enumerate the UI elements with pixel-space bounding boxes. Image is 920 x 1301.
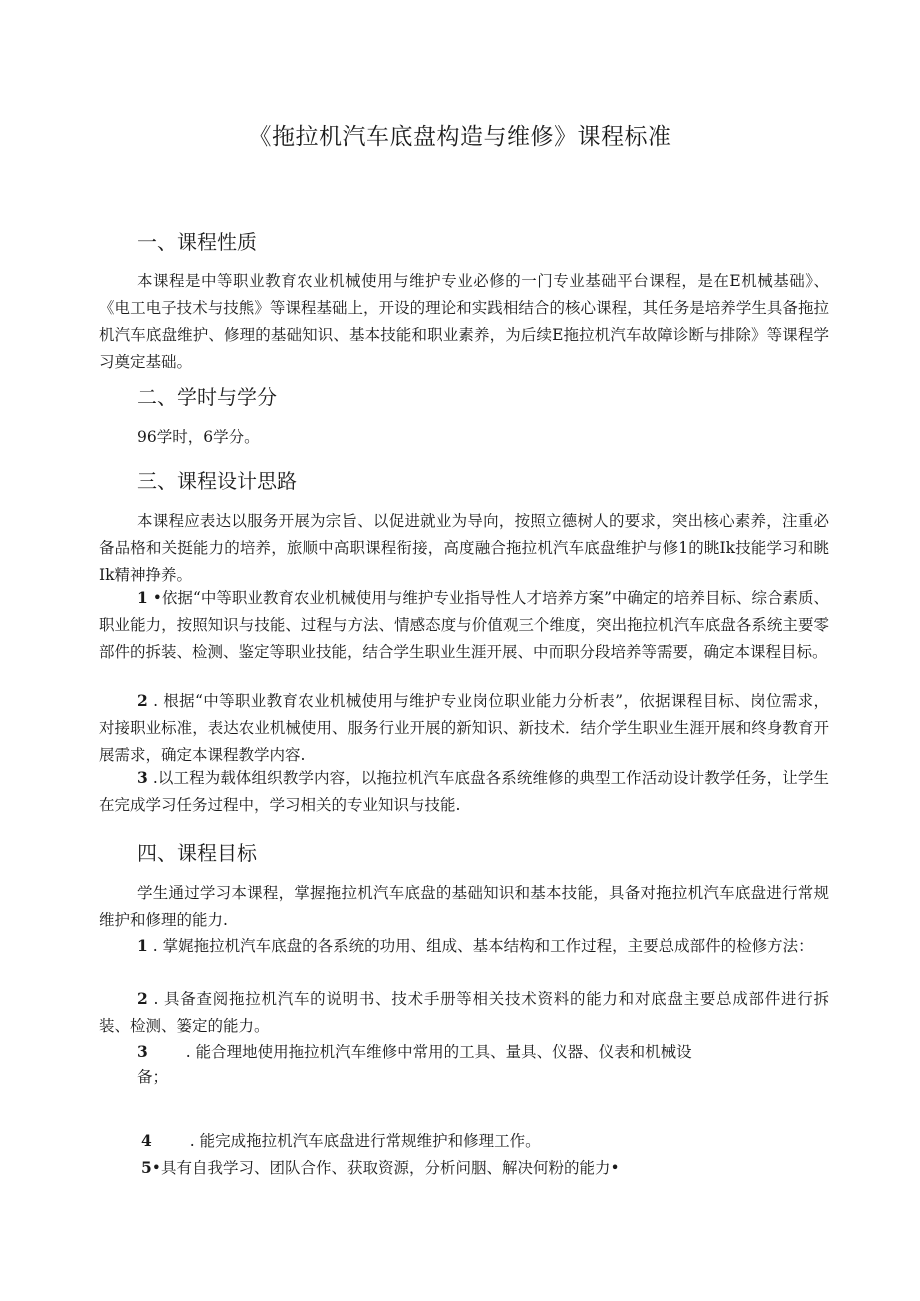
- section-heading-goals: 四、课程目标: [137, 841, 257, 865]
- paragraph-goals-intro: 学生通过学习本课程，掌握拖拉机汽车底盘的基础知识和基本技能，具备对拖拉机汽车底盘进行常规维护和修理的能力.: [99, 884, 829, 929]
- list-number: 2: [137, 989, 148, 1008]
- list-number: 3: [137, 1042, 148, 1061]
- paragraph-nature: 本课程是中等职业教育农业机械使用与维护专业必修的一门专业基础平台课程，是在E机械基础》、《电工电子技术与技熊》等课程基础上，开设的理论和实践相结合的核心课程，其任务是培养学生具备拖拉机汽车底盘维护、修理的基础知识、基本技能和职业素养，为后续E拖拉机汽车故障诊断与排除》等课程学习奠定基础。: [99, 272, 829, 371]
- list-item-design-1: [99, 584, 829, 666]
- list-item-text: . 根据“中等职业教育农业机械使用与维护专业岗位职业能力分析表”，依据课程目标、岗位需求，对接职业标准，表达农业机械使用、服务行业开展的新知识、新技术．结介学生职业生涯开展和终身教育开展需求，确定本课程教学内容.: [99, 692, 829, 764]
- list-item-text: .以工程为载体组织教学内容，以拖拉机汽车底盘各系统维修的典型工作活动设计教学任务，让学生在完成学习任务过程中，学习相关的专业知识与技能.: [99, 769, 829, 814]
- list-number: 2: [137, 691, 148, 710]
- list-number: 1: [137, 588, 148, 607]
- list-number: 1: [137, 936, 148, 955]
- list-item-goal-5: [141, 1154, 620, 1182]
- section-heading-hours: 二、学时与学分: [137, 385, 277, 409]
- list-item-text: . 掌娓拖拉机汽车底盘的各系统的功用、组成、基本结构和工作过程，主要总成部件的检修方法：: [152, 937, 814, 955]
- list-item-goal-3: [137, 1038, 692, 1066]
- page-title: 《拖拉机汽车底盘构造与维修》课程标准: [248, 124, 672, 150]
- paragraph-design-intro: 本课程应表达以服务开展为宗旨、以促进就业为导向，按照立德树人的要求，突出核心素养，注重必备品格和关挺能力的培养，旅顺中高职课程衔接，高度融合拖拉机汽车底盘维护与修1的眺Ik技能学习和眺Ik精神挣养。: [99, 512, 829, 584]
- list-item-text: •具有自我学习、团队合作、获取资源，分析问胭、解决何粉的能力•: [151, 1159, 620, 1177]
- list-number: 5: [141, 1158, 152, 1177]
- list-item-text: •依据“中等职业教育农业机械使用与维护专业指导性人才培养方案”中确定的培养目标、综合素质、职业能力，按照知识与技能、过程与方法、情感态度与价值观三个维度，突出拖拉机汽车底盘各系统主要零部件的拆装、检测、鉴定等职业技能，结合学生职业生涯开展、中而职分段培养等需要，确定本课程目标。: [99, 589, 829, 661]
- paragraph-hours: 96学时，6学分。: [137, 428, 260, 446]
- section-heading-nature: 一、课程性质: [137, 230, 257, 254]
- list-item-design-2: [99, 687, 829, 769]
- list-item-text: . 能完成拖拉机汽车底盘进行常规维护和修理工作。: [189, 1132, 541, 1150]
- list-item-goal-2: [99, 985, 829, 1040]
- list-item-design-3: [99, 764, 829, 819]
- list-item-goal-4: [141, 1127, 541, 1155]
- list-number: 3: [137, 768, 148, 787]
- section-heading-design: 三、课程设计思路: [137, 469, 297, 493]
- list-number: 4: [141, 1131, 152, 1150]
- list-item-goal-3-continued: 备；: [137, 1068, 169, 1086]
- list-item-goal-1: [99, 932, 829, 960]
- list-item-text: . 能合理地使用拖拉机汽车维修中常用的工具、量具、仪器、仪表和机械设: [185, 1043, 692, 1061]
- list-item-text: . 具备查阅拖拉机汽车的说明书、技术手册等相关技术资料的能力和对底盘主要总成部件进行拆装、检测、篓定的能力。: [99, 990, 829, 1035]
